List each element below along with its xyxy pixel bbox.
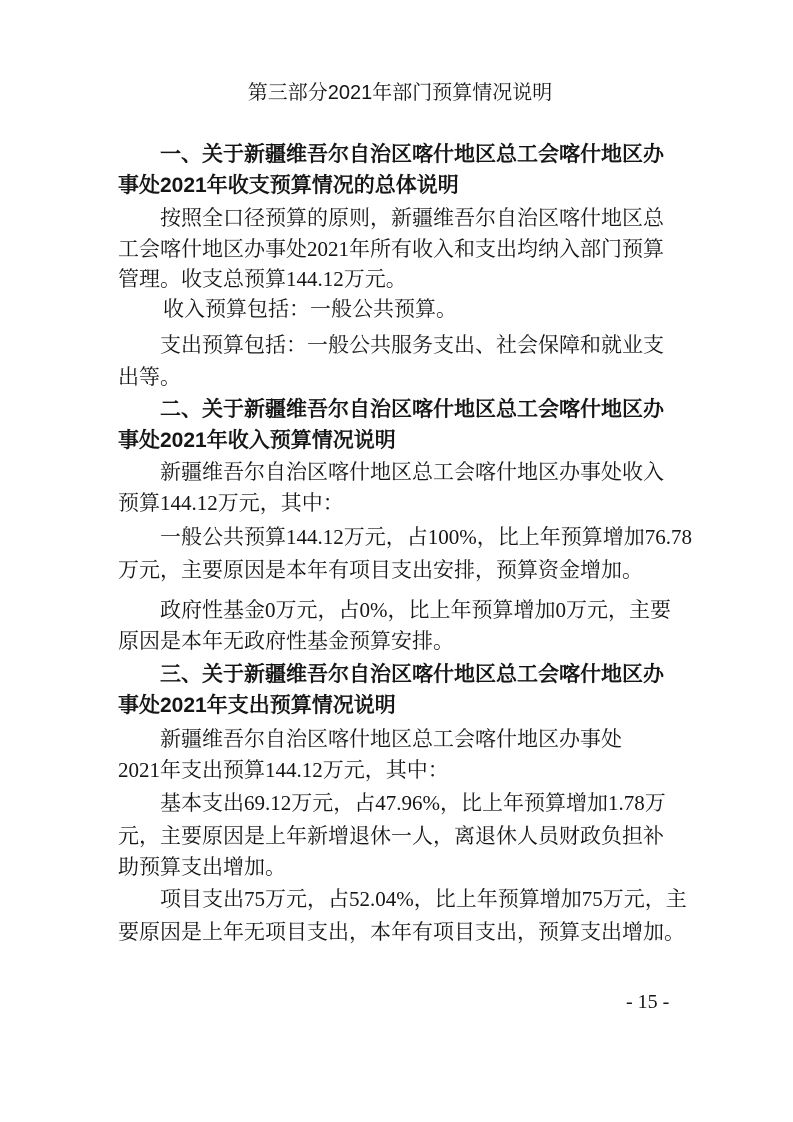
paragraph-line: 要原因是上年无项目支出，本年有项目支出，预算支出增加。 (118, 920, 685, 944)
paragraph-line: 政府性基金0万元，占0%，比上年预算增加0万元，主要 (160, 598, 671, 622)
paragraph-line: 管理。收支总预算144.12万元。 (118, 267, 407, 291)
paragraph-line: 元，主要原因是上年新增退休一人，离退休人员财政负担补 (118, 824, 664, 848)
paragraph-line: 新疆维吾尔自治区喀什地区总工会喀什地区办事处 (160, 727, 622, 751)
paragraph-line: 收入预算包括：一般公共预算。 (163, 297, 457, 321)
page-number: - 15 - (626, 991, 670, 1013)
heading-line: 事处2021年收支预算情况的总体说明 (118, 174, 459, 197)
paragraph-line: 按照全口径预算的原则，新疆维吾尔自治区喀什地区总 (160, 206, 664, 230)
page-title: 第三部分2021年部门预算情况说明 (247, 82, 553, 104)
paragraph-line: 万元，主要原因是本年有项目支出安排，预算资金增加。 (118, 558, 643, 582)
heading-line: 事处2021年收入预算情况说明 (118, 429, 396, 452)
paragraph-line: 工会喀什地区办事处2021年所有收入和支出均纳入部门预算 (118, 237, 664, 261)
paragraph-line: 原因是本年无政府性基金预算安排。 (118, 629, 454, 653)
heading-line: 三、关于新疆维吾尔自治区喀什地区总工会喀什地区办 (160, 663, 664, 686)
paragraph-line: 支出预算包括：一般公共服务支出、社会保障和就业支 (160, 333, 664, 357)
heading-line: 一、关于新疆维吾尔自治区喀什地区总工会喀什地区办 (160, 143, 664, 166)
heading-line: 二、关于新疆维吾尔自治区喀什地区总工会喀什地区办 (160, 398, 664, 421)
paragraph-line: 助预算支出增加。 (118, 855, 286, 879)
heading-line: 事处2021年支出预算情况说明 (118, 694, 396, 717)
paragraph-line: 新疆维吾尔自治区喀什地区总工会喀什地区办事处收入 (160, 460, 664, 484)
paragraph-line: 项目支出75万元，占52.04%，比上年预算增加75万元，主 (160, 887, 687, 911)
paragraph-line: 一般公共预算144.12万元，占100%，比上年预算增加76.78 (160, 525, 692, 549)
paragraph-line: 2021年支出预算144.12万元，其中： (118, 758, 449, 782)
paragraph-line: 预算144.12万元，其中： (118, 491, 344, 515)
paragraph-line: 基本支出69.12万元，占47.96%，比上年预算增加1.78万 (160, 791, 666, 815)
paragraph-line: 出等。 (118, 365, 181, 389)
